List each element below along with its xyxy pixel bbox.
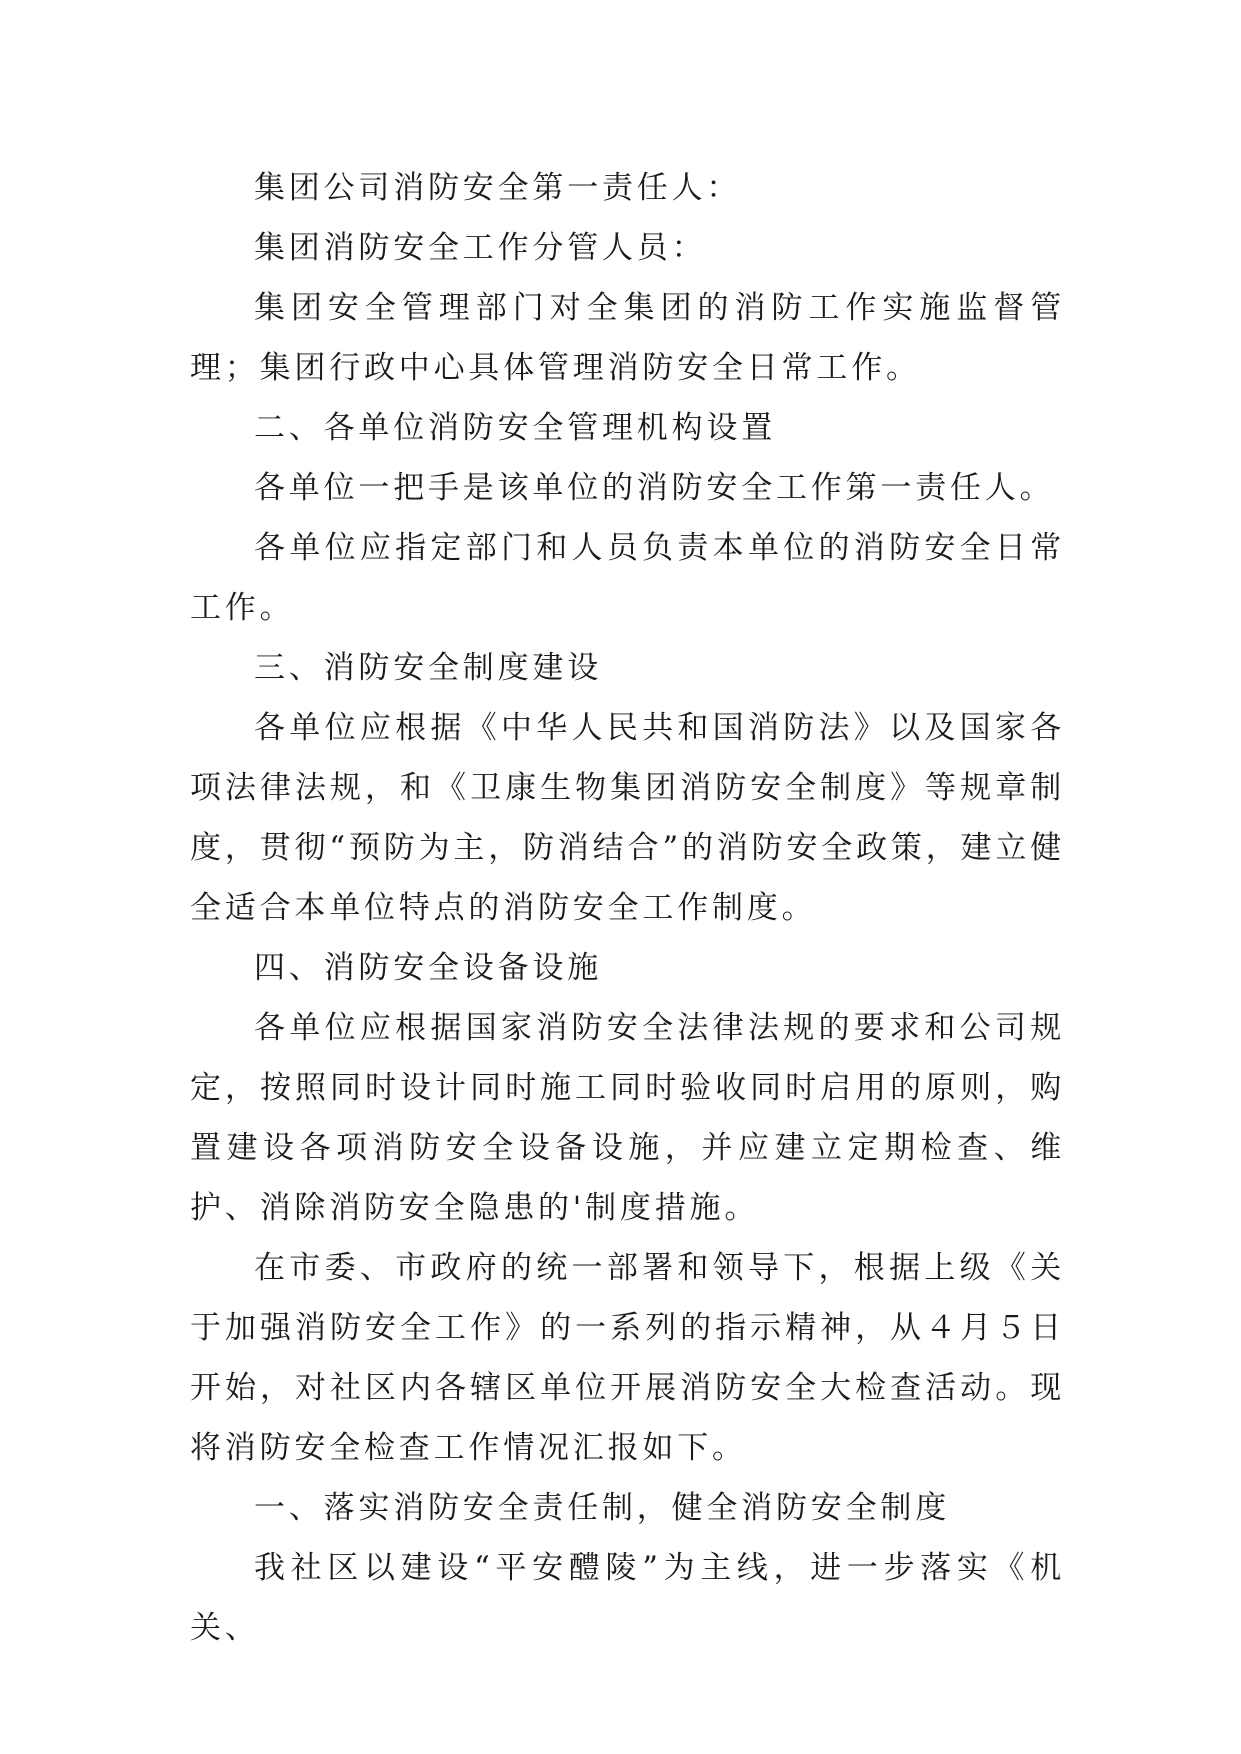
paragraph-regulations: 各单位应根据《中华人民共和国消防法》以及国家各项法律法规，和《卫康生物集团消防安全制度》等规章制度，贯彻“预防为主，防消结合”的消防安全政策，建立健全适合本单位特点的消防安全工作制度。: [190, 710, 1065, 926]
paragraph-fire-safety-manager: 集团消防安全工作分管人员：: [254, 230, 707, 266]
paragraph-inspection-report: 在市委、市政府的统一部署和领导下，根据上级《关于加强消防安全工作》的一系列的指示精神，从４月５日开始，对社区内各辖区单位开展消防安全大检查活动。现将消防安全检查工作情况汇报如下。: [190, 1250, 1065, 1466]
section-heading-4: 四、消防安全设备设施: [254, 950, 602, 986]
paragraph-supervision-department: 集团安全管理部门对全集团的消防工作实施监督管理；集团行政中心具体管理消防安全日常工作。: [190, 290, 1065, 386]
section-heading-3: 三、消防安全制度建设: [254, 650, 602, 686]
document-body: [190, 158, 1065, 1658]
paragraph-first-responsible-person: 集团公司消防安全第一责任人：: [254, 170, 742, 206]
paragraph-unit-department: 各单位应指定部门和人员负责本单位的消防安全日常工作。: [190, 530, 1065, 626]
paragraph-equipment: 各单位应根据国家消防安全法律法规的要求和公司规定，按照同时设计同时施工同时验收同时启用的原则，购置建设各项消防安全设备设施，并应建立定期检查、维护、消除消防安全隐患的'制度措施。: [190, 1010, 1065, 1226]
section-heading-1: 一、落实消防安全责任制，健全消防安全制度: [254, 1490, 950, 1526]
paragraph-unit-leader: 各单位一把手是该单位的消防安全工作第一责任人。: [254, 470, 1055, 506]
section-heading-2: 二、各单位消防安全管理机构设置: [254, 410, 776, 446]
paragraph-community: 我社区以建设“平安醴陵”为主线，进一步落实《机关、: [190, 1550, 1065, 1646]
